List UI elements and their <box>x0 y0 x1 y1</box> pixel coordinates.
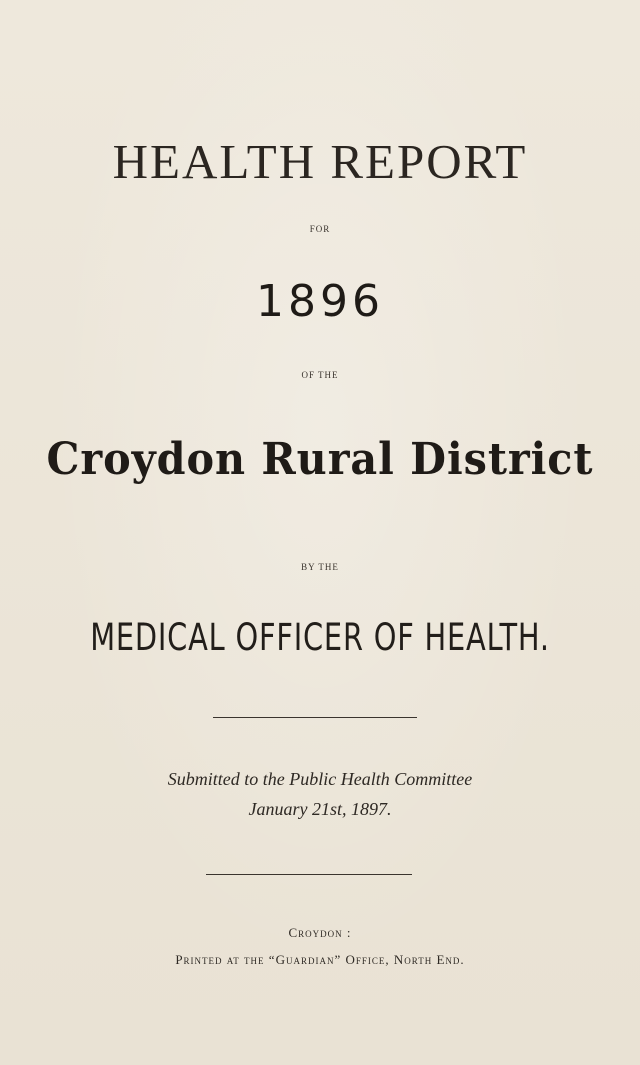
by-the-label: BY THE <box>301 562 339 572</box>
imprint-printer: Printed at the “Guardian” Office, North End. <box>175 952 465 967</box>
report-year: 1896 <box>256 276 384 327</box>
imprint-place: Croydon : <box>288 925 352 940</box>
officer-title: MEDICAL OFFICER OF HEALTH. <box>90 616 550 659</box>
divider-rule-top <box>213 717 417 718</box>
of-the-label: OF THE <box>301 370 339 380</box>
submitted-line: Submitted to the Public Health Committee <box>167 769 473 789</box>
divider-rule-bottom <box>206 874 412 875</box>
district-name: Croydon Rural District <box>46 434 594 485</box>
submission-date: January 21st, 1897. <box>248 799 392 819</box>
for-label: FOR <box>309 224 331 234</box>
report-title: HEALTH REPORT <box>112 134 528 189</box>
